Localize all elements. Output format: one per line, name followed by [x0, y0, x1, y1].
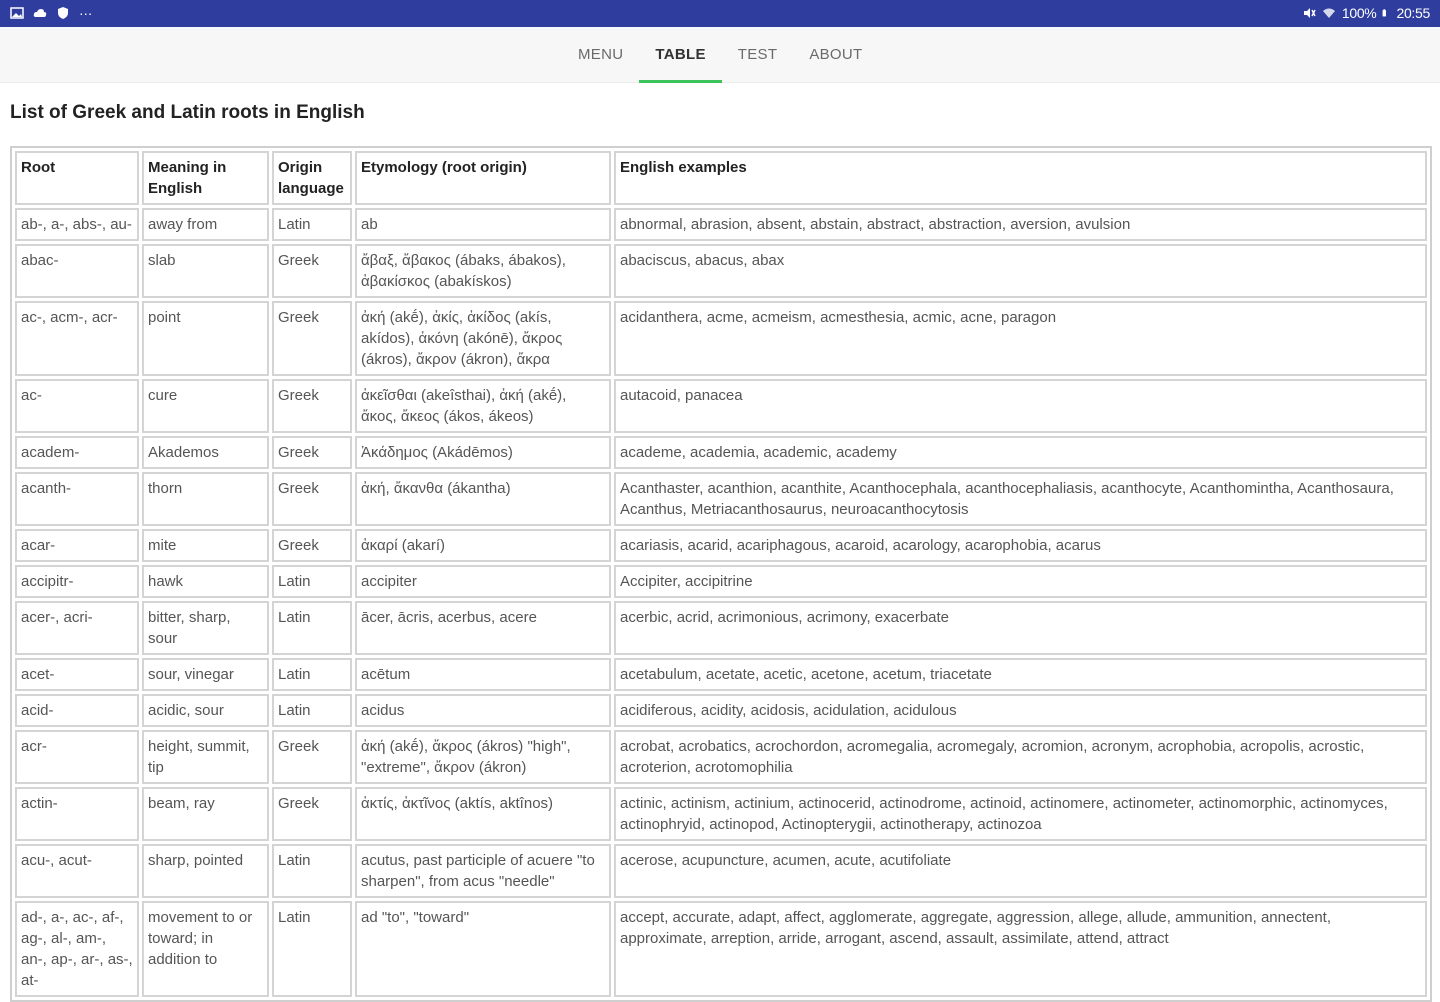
- cell-examples: Accipiter, accipitrine: [614, 565, 1427, 598]
- table-row: [15, 901, 1427, 997]
- cell-etymology: ab: [355, 208, 611, 241]
- table-row: [15, 244, 1427, 298]
- image-icon: [10, 6, 24, 20]
- cell-etymology: acētum: [355, 658, 611, 691]
- cell-examples: acidiferous, acidity, acidosis, acidulation, acidulous: [614, 694, 1427, 727]
- table-row: [15, 787, 1427, 841]
- cell-meaning: height, summit, tip: [142, 730, 269, 784]
- cell-origin: Latin: [272, 565, 352, 598]
- cell-root: ab-, a-, abs-, au-: [15, 208, 139, 241]
- cell-root: acid-: [15, 694, 139, 727]
- cell-etymology: acutus, past participle of acuere "to sharpen", from acus "needle": [355, 844, 611, 898]
- cell-root: accipitr-: [15, 565, 139, 598]
- cell-etymology: ἄβαξ, ἄβακος (ábaks, ábakos), ἀβακίσκος (abakískos): [355, 244, 611, 298]
- cell-etymology: Ἀκάδημος (Akádēmos): [355, 436, 611, 469]
- cell-root: ac-: [15, 379, 139, 433]
- cell-examples: academe, academia, academic, academy: [614, 436, 1427, 469]
- cell-etymology: ācer, ācris, acerbus, acere: [355, 601, 611, 655]
- cell-origin: Greek: [272, 301, 352, 376]
- cell-examples: autacoid, panacea: [614, 379, 1427, 433]
- cell-etymology: accipiter: [355, 565, 611, 598]
- cell-origin: Greek: [272, 379, 352, 433]
- table-row: [15, 529, 1427, 562]
- header-examples: English examples: [614, 151, 1427, 205]
- header-etymology: Etymology (root origin): [355, 151, 611, 205]
- cell-meaning: mite: [142, 529, 269, 562]
- cell-meaning: acidic, sour: [142, 694, 269, 727]
- cell-etymology: ad "to", "toward": [355, 901, 611, 997]
- cell-origin: Latin: [272, 601, 352, 655]
- cell-etymology: ἀκαρί (akarí): [355, 529, 611, 562]
- more-icon: ···: [79, 5, 93, 21]
- battery-icon: [1382, 6, 1390, 20]
- roots-table: [10, 146, 1432, 1002]
- cell-etymology: ἀκτίς, ἀκτῖνος (aktís, aktînos): [355, 787, 611, 841]
- tab-test[interactable]: TEST: [737, 46, 778, 63]
- cell-root: acet-: [15, 658, 139, 691]
- cell-root: acar-: [15, 529, 139, 562]
- table-row: [15, 436, 1427, 469]
- cell-meaning: thorn: [142, 472, 269, 526]
- cell-origin: Greek: [272, 787, 352, 841]
- tab-bar: [562, 27, 879, 83]
- header-root: Root: [15, 151, 139, 205]
- header-origin: Origin language: [272, 151, 352, 205]
- cell-origin: Latin: [272, 658, 352, 691]
- cell-meaning: beam, ray: [142, 787, 269, 841]
- cell-origin: Greek: [272, 244, 352, 298]
- cell-examples: actinic, actinism, actinium, actinocerid, actinodrome, actinoid, actinomere, actinometer, actinomorphic, actinomyces, actinophryid, actinopod, Actinopterygii, actinotherapy, actinozoa: [614, 787, 1427, 841]
- cell-meaning: slab: [142, 244, 269, 298]
- table-row: [15, 472, 1427, 526]
- cell-meaning: Akademos: [142, 436, 269, 469]
- cell-root: ad-, a-, ac-, af-, ag-, al-, am-, an-, ap-, ar-, as-, at-: [15, 901, 139, 997]
- status-bar: [0, 0, 1440, 27]
- table-header-row: [15, 151, 1427, 205]
- cell-etymology: ἀκή, ἄκανθα (ákantha): [355, 472, 611, 526]
- roots-table-container[interactable]: [10, 146, 1432, 989]
- cell-root: acanth-: [15, 472, 139, 526]
- cell-etymology: ἀκή (akḗ), ἀκίς, ἀκίδος (akís, akídos), ἀκόνη (akónē), ἄκρος (ákros), ἄκρον (ákron), ἄκρα: [355, 301, 611, 376]
- tab-menu[interactable]: MENU: [578, 46, 624, 63]
- cell-meaning: cure: [142, 379, 269, 433]
- cell-meaning: away from: [142, 208, 269, 241]
- cell-examples: acetabulum, acetate, acetic, acetone, acetum, triacetate: [614, 658, 1427, 691]
- header-meaning: Meaning in English: [142, 151, 269, 205]
- cell-root: abac-: [15, 244, 139, 298]
- cell-meaning: bitter, sharp, sour: [142, 601, 269, 655]
- cell-etymology: ἀκεῖσθαι (akeîsthai), ἀκή (akḗ), ἄκος, ἄκεος (ákos, ákeos): [355, 379, 611, 433]
- cell-examples: abnormal, abrasion, absent, abstain, abstract, abstraction, aversion, avulsion: [614, 208, 1427, 241]
- table-row: [15, 208, 1427, 241]
- cell-root: actin-: [15, 787, 139, 841]
- table-row: [15, 844, 1427, 898]
- page-title: List of Greek and Latin roots in English: [10, 102, 365, 123]
- cell-meaning: hawk: [142, 565, 269, 598]
- table-body: [15, 208, 1427, 997]
- table-row: [15, 658, 1427, 691]
- cell-examples: acrobat, acrobatics, acrochordon, acromegalia, acromegaly, acromion, acronym, acrophobia, acropolis, acrostic, acroterion, acrotomophilia: [614, 730, 1427, 784]
- cell-examples: acariasis, acarid, acariphagous, acaroid, acarology, acarophobia, acarus: [614, 529, 1427, 562]
- cell-origin: Greek: [272, 436, 352, 469]
- cell-root: acr-: [15, 730, 139, 784]
- cell-origin: Greek: [272, 730, 352, 784]
- cell-origin: Latin: [272, 694, 352, 727]
- shield-icon: [56, 6, 70, 20]
- cell-root: ac-, acm-, acr-: [15, 301, 139, 376]
- status-bar-left: [10, 5, 92, 21]
- top-navigation: [0, 27, 1440, 83]
- cell-meaning: movement to or toward; in addition to: [142, 901, 269, 997]
- cell-root: acu-, acut-: [15, 844, 139, 898]
- cell-examples: Acanthaster, acanthion, acanthite, Acanthocephala, acanthocephaliasis, acanthocyte, Acanthomintha, Acanthosaura, Acanthus, Metriacanthosaurus, neuroacanthocytosis: [614, 472, 1427, 526]
- cell-meaning: sour, vinegar: [142, 658, 269, 691]
- cell-examples: acerose, acupuncture, acumen, acute, acutifoliate: [614, 844, 1427, 898]
- table-row: [15, 694, 1427, 727]
- status-bar-right: [1302, 5, 1430, 21]
- tab-table[interactable]: TABLE: [639, 27, 721, 83]
- cell-meaning: sharp, pointed: [142, 844, 269, 898]
- cell-origin: Greek: [272, 472, 352, 526]
- cell-origin: Latin: [272, 208, 352, 241]
- cell-origin: Latin: [272, 901, 352, 997]
- table-row: [15, 379, 1427, 433]
- cell-root: academ-: [15, 436, 139, 469]
- table-row: [15, 565, 1427, 598]
- cell-origin: Greek: [272, 529, 352, 562]
- wifi-icon: [1322, 6, 1336, 20]
- cell-origin: Latin: [272, 844, 352, 898]
- cell-examples: accept, accurate, adapt, affect, agglomerate, aggregate, aggression, allege, allude, ammunition, annectent, approximate, arreption, arride, arrogant, ascend, assault, assimilate, attend, attract: [614, 901, 1427, 997]
- cell-root: acer-, acri-: [15, 601, 139, 655]
- cell-examples: acidanthera, acme, acmeism, acmesthesia, acmic, acne, paragon: [614, 301, 1427, 376]
- cloud-icon: [33, 6, 47, 20]
- cell-meaning: point: [142, 301, 269, 376]
- cell-etymology: ἀκή (akḗ), ἄκρος (ákros) "high", "extreme", ἄκρον (ákron): [355, 730, 611, 784]
- battery-percent: 100%: [1341, 5, 1377, 21]
- cell-etymology: acidus: [355, 694, 611, 727]
- table-row: [15, 730, 1427, 784]
- mute-icon: [1302, 6, 1316, 20]
- table-row: [15, 301, 1427, 376]
- table-row: [15, 601, 1427, 655]
- cell-examples: acerbic, acrid, acrimonious, acrimony, exacerbate: [614, 601, 1427, 655]
- tab-about[interactable]: ABOUT: [809, 46, 863, 63]
- status-time: 20:55: [1396, 5, 1430, 21]
- cell-examples: abaciscus, abacus, abax: [614, 244, 1427, 298]
